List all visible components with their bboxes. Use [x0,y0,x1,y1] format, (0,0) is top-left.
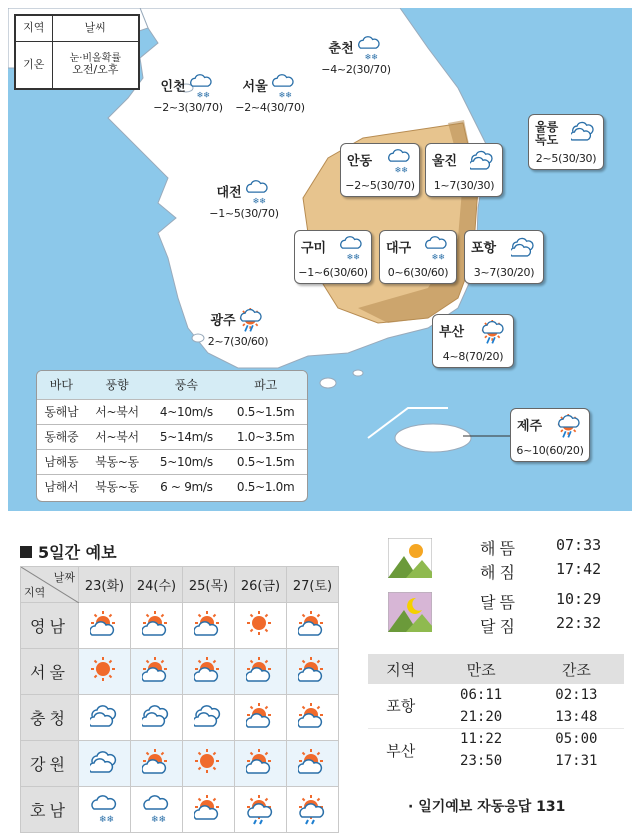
forecast-cell [235,649,287,695]
box-name: 울진 [432,154,458,169]
svg-text:❄❄: ❄❄ [197,90,211,100]
forecast-region: 호남 [21,787,79,833]
sun-cloud-icon [194,611,224,641]
forecast-cell [183,649,235,695]
svg-text:❄❄: ❄❄ [346,252,360,262]
city-temp: 2~7(30/60) [207,335,269,348]
cloud-icon [142,703,172,733]
weather-map [8,8,632,511]
tide-header: 만조 [433,654,528,684]
sun-cloud-icon [246,657,276,687]
moon-row: 달뜸 10:29 [480,590,602,612]
box-temp: −1~6(30/60) [298,266,368,279]
box-jeju [510,408,590,462]
forecast-cell [235,603,287,649]
sea-header: 파고 [224,371,307,399]
forecast-cell [287,741,339,787]
box-gumi [294,230,372,284]
tide-header: 간조 [529,654,624,684]
sea-header: 풍속 [148,371,224,399]
cloud-icon [90,703,120,733]
city-gwangju [198,308,278,348]
sea-row: 동해남 서~북서 4~10m/s 0.5~1.5m [37,399,307,424]
box-name: 대구 [386,241,412,256]
sun-cloud-icon [298,611,328,641]
sun-rain-icon [298,795,328,825]
city-temp: −2~4(30/70) [235,101,305,114]
box-name: 안동 [347,154,373,169]
sun-cloud-icon [298,749,328,779]
forecast-day: 24(수) [131,567,183,603]
forecast-cell [79,741,131,787]
sun-cloud-icon [194,657,224,687]
forecast-cell [79,649,131,695]
box-name: 제주 [517,419,543,434]
legend-precip: 눈·비올확률 [69,52,122,64]
forecast-day: 23(화) [79,567,131,603]
forecast-corner: 날짜 지역 [21,567,79,603]
forecast-cell [79,787,131,833]
sun-row: 해뜸 07:33 [480,536,602,558]
cloud-icon [90,749,120,779]
forecast-day: 26(금) [235,567,287,603]
box-temp: 6~10(60/20) [516,444,584,457]
cloud-icon [571,120,597,146]
forecast-cell [131,787,183,833]
forecast-row [21,741,339,787]
legend-temp: 기온 [16,41,53,88]
svg-text:❄❄: ❄❄ [431,252,445,262]
sea-header: 바다 [37,371,86,399]
svg-text:❄❄: ❄❄ [365,52,379,62]
city-daejeon [204,180,284,220]
snow-cloud-icon [271,74,297,100]
sea-row: 남해서 북동~동 6 ~ 9m/s 0.5~1.0m [37,474,307,499]
svg-text:❄❄: ❄❄ [253,196,267,206]
sun-moon-times [388,536,624,638]
phone-info: · 일기예보 자동응답 131 [408,799,566,815]
city-name: 광주 [210,313,236,329]
sun-cloud-icon [246,749,276,779]
city-temp: −1~5(30/70) [209,207,279,220]
sun-cloud-icon [142,749,172,779]
forecast-region: 영남 [21,603,79,649]
box-temp: −2~5(30/70) [345,179,415,192]
rain-cloud-icon [557,414,583,440]
moon-row: 달짐 22:32 [480,614,602,636]
svg-text:❄❄: ❄❄ [279,90,293,100]
forecast-row [21,695,339,741]
forecast-cell [79,695,131,741]
forecast-cell [235,741,287,787]
city-name: 춘천 [328,41,354,57]
tide-row: 부산 11:22 05:00 [368,728,624,750]
box-name: 포항 [471,241,497,256]
box-daegu [379,230,457,284]
box-andong [340,143,420,197]
box-uljin [425,143,503,197]
city-name: 인천 [160,79,186,95]
snow-cloud-icon [357,36,383,62]
forecast-day: 25(목) [183,567,235,603]
forecast-row [21,787,339,833]
box-busan [432,314,514,368]
forecast-cell [131,649,183,695]
sun-cloud-icon [298,657,328,687]
forecast-cell [131,695,183,741]
legend-weather: 날씨 [52,16,138,42]
forecast-region: 서울 [21,649,79,695]
snow-cloud-icon [424,236,450,262]
forecast-title: 5일간 예보 [20,540,117,563]
sun-icon [90,657,120,687]
cloud-icon [194,703,224,733]
map-legend [14,14,140,90]
forecast-cell [287,695,339,741]
snow-cloud-icon [142,795,172,825]
forecast-cell [235,787,287,833]
sun-rain-icon [246,795,276,825]
forecast-cell [235,695,287,741]
sun-icon [246,611,276,641]
city-name: 대전 [216,185,242,201]
svg-text:❄❄: ❄❄ [98,814,114,825]
city-chuncheon [316,36,396,76]
city-temp: −2~3(30/70) [153,101,223,114]
tide-header: 지역 [368,654,433,684]
forecast-cell [287,603,339,649]
sea-table [36,370,308,502]
tide-table [368,654,624,772]
sun-cloud-icon [246,703,276,733]
box-name: 부산 [439,325,465,340]
city-temp: −4~2(30/70) [321,63,391,76]
svg-text:❄❄: ❄❄ [394,165,408,175]
forecast-cell [183,787,235,833]
sea-header: 풍향 [86,371,149,399]
forecast-cell [183,603,235,649]
legend-ampm: 오전/오후 [72,63,119,77]
snow-cloud-icon [189,74,215,100]
sun-cloud-icon [142,657,172,687]
box-name: 울릉 독도 [535,120,559,147]
forecast-region: 강원 [21,741,79,787]
cloud-icon [470,149,496,175]
cloud-icon [511,236,537,262]
box-ulleung [528,114,604,170]
snow-cloud-icon [245,180,271,206]
city-incheon [148,74,228,114]
svg-text:❄❄: ❄❄ [150,814,166,825]
forecast-row [21,649,339,695]
forecast-cell [287,649,339,695]
box-temp: 1~7(30/30) [433,179,495,192]
snow-cloud-icon [339,236,365,262]
box-temp: 2~5(30/30) [535,152,597,165]
sun-row: 해짐 17:42 [480,560,602,582]
forecast-cell [183,695,235,741]
forecast-table [20,566,339,833]
box-pohang [464,230,544,284]
sun-cloud-icon [90,611,120,641]
forecast-cell [183,741,235,787]
sea-row: 남해동 북동~동 5~10m/s 0.5~1.5m [37,449,307,474]
rain-cloud-icon [481,320,507,346]
legend-region: 지역 [16,16,53,42]
city-name: 서울 [242,79,268,95]
rain-cloud-icon [239,308,265,334]
forecast-cell [131,603,183,649]
sun-cloud-icon [194,795,224,825]
tide-row: 23:50 17:31 [460,753,598,769]
box-temp: 0~6(30/60) [387,266,449,279]
sun-icon [194,749,224,779]
sun-cloud-icon [298,703,328,733]
box-temp: 3~7(30/20) [473,266,535,279]
sea-row: 동해중 서~북서 5~14m/s 1.0~3.5m [37,424,307,449]
forecast-day: 27(토) [287,567,339,603]
tide-row: 21:20 13:48 [460,708,598,725]
forecast-cell [79,603,131,649]
forecast-cell [131,741,183,787]
snow-cloud-icon [387,149,413,175]
forecast-cell [287,787,339,833]
forecast-region: 충청 [21,695,79,741]
city-seoul [230,74,310,114]
box-temp: 4~8(70/20) [442,350,504,363]
snow-cloud-icon [90,795,120,825]
forecast-row [21,603,339,649]
box-name: 구미 [301,241,327,256]
sun-cloud-icon [142,611,172,641]
tide-row: 포항 06:11 02:13 [386,687,598,716]
